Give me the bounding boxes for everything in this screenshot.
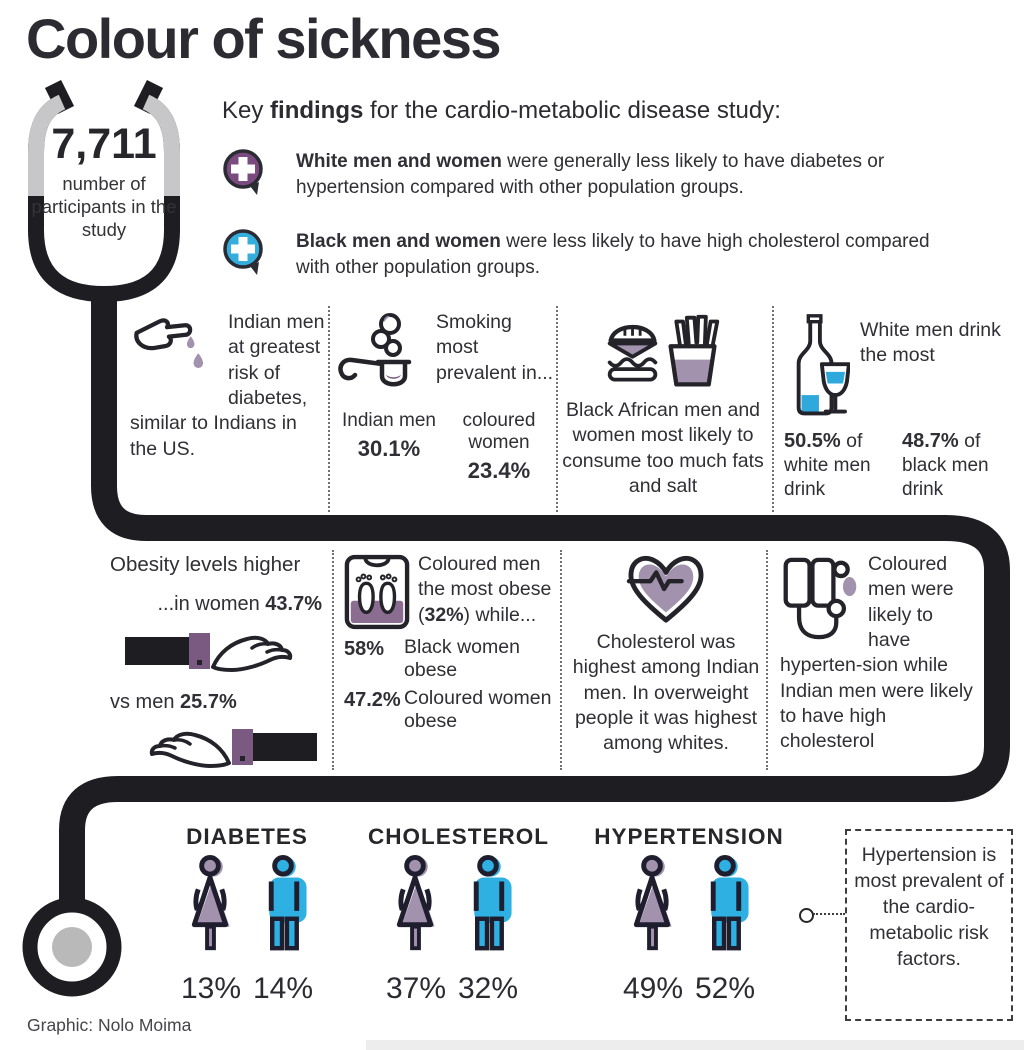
- fact-hypertension: [780, 552, 978, 755]
- male-pictogram: [256, 854, 310, 958]
- fact-smoking: [338, 310, 554, 485]
- group-diabetes-label: DIABETES: [186, 824, 308, 849]
- fact-diet-text: Black African men and women most likely to consume too much fats and salt: [562, 399, 764, 498]
- drinking-stat-label: black men drink: [902, 455, 989, 501]
- key-findings-heading: [222, 97, 781, 125]
- cholesterol-female: [386, 854, 446, 1006]
- obesity-stat-value: 47.2%: [344, 688, 401, 711]
- fact-drinking: [784, 312, 1020, 502]
- diabetes-male-pct: 14%: [253, 972, 314, 1005]
- smoking-stat-coloured-women: [448, 410, 550, 485]
- divider: [772, 306, 774, 512]
- obesity-group-stats: [344, 636, 554, 734]
- smoking-stats: [338, 410, 554, 485]
- cholesterol-female-pct: 37%: [385, 972, 446, 1005]
- burger-fries-icon: [595, 312, 731, 392]
- finger-prick-icon: [130, 312, 222, 386]
- drinking-stat-value: 48.7%: [902, 430, 959, 452]
- smoking-stat-label: Indian men: [341, 410, 436, 431]
- divider: [332, 550, 334, 770]
- drinking-stat-white-men: [784, 428, 890, 502]
- drinking-stat-suffix: of: [958, 430, 981, 452]
- obesity-stat-coloured-women: [344, 687, 554, 734]
- fact-smoking-title: Smoking most prevalent in...: [436, 311, 554, 384]
- pipe-smoke-icon: [338, 310, 430, 406]
- key-finding-black-bold: Black men and women: [296, 231, 501, 252]
- heart-pulse-icon: [622, 552, 710, 626]
- fact-diabetes-risk: [130, 310, 328, 462]
- hypertension-male: [695, 854, 755, 1006]
- obesity-men-prefix: vs men: [110, 690, 181, 713]
- female-pictogram: [184, 854, 238, 958]
- credit: Graphic: Nolo Moima: [27, 1015, 192, 1035]
- diabetes-female-pct: 13%: [180, 972, 241, 1005]
- key-finding-white: [296, 149, 944, 200]
- cholesterol-male-pct: 32%: [458, 972, 519, 1005]
- plus-bubble-icon-blue: [220, 226, 266, 278]
- hypertension-female: [623, 854, 683, 1006]
- drinking-stat-label: white men drink: [784, 455, 871, 501]
- obesity-women-line: [96, 591, 330, 617]
- connector-dot: [799, 908, 814, 923]
- participants-label: number of participants in the study: [31, 173, 177, 241]
- hypertension-note: Hypertension is most prevalent of the cardio-metabolic risk factors.: [845, 829, 1013, 1021]
- key-finding-white-bold: White men and women: [296, 151, 502, 172]
- divider: [328, 306, 330, 512]
- obesity-groups-post: ) while...: [463, 603, 537, 626]
- key-findings-heading-bold: findings: [270, 97, 364, 124]
- fact-hypertension-text: Coloured men were likely to have hyperten-sion while Indian men were likely to have high cholesterol: [780, 553, 973, 753]
- hypertension-male-pct: 52%: [695, 972, 756, 1005]
- obesity-men-value: 25.7%: [180, 690, 237, 713]
- bottom-strip: [366, 1040, 1024, 1050]
- wine-bottle-glass-icon: [784, 312, 850, 426]
- participants-count: 7,711: [51, 120, 157, 168]
- obesity-stat-value: 58%: [344, 638, 385, 661]
- connector-line: [813, 913, 845, 915]
- fact-diet: [560, 312, 766, 499]
- obesity-groups-pre: Coloured men the most obese (: [418, 553, 552, 626]
- smoking-stat-indian-men: [338, 410, 440, 485]
- hypertension-female-pct: 49%: [622, 972, 683, 1005]
- bathroom-scale-icon: [344, 554, 410, 630]
- fact-diabetes-risk-text: Indian men at greatest risk of diabetes, similar to Indians in the US.: [130, 311, 325, 460]
- cholesterol-male: [458, 854, 518, 1006]
- obesity-groups-value: 32%: [424, 603, 464, 626]
- page-title: Colour of sickness: [26, 7, 501, 70]
- fact-obesity: [96, 552, 330, 775]
- female-pictogram: [389, 854, 443, 958]
- blood-pressure-icon: [780, 554, 862, 642]
- divider: [766, 550, 768, 770]
- key-finding-white-rest: were generally less likely to have diabetes or hypertension compared with other population groups.: [296, 151, 885, 198]
- drinking-stat-suffix: of: [840, 430, 863, 452]
- drinking-stat-value: 50.5%: [784, 430, 841, 452]
- divider: [560, 550, 562, 770]
- diabetes-female: [181, 854, 241, 1006]
- male-pictogram: [461, 854, 515, 958]
- fact-cholesterol-text: Cholesterol was highest among Indian men. In overweight people it was highest among whites.: [572, 631, 760, 755]
- fact-cholesterol: [566, 552, 766, 757]
- group-cholesterol-label: CHOLESTEROL: [368, 824, 550, 849]
- obesity-men-line: [96, 689, 330, 715]
- drinking-stats: [784, 428, 1020, 502]
- fact-obesity-groups: [344, 552, 554, 734]
- key-finding-black-rest: were less likely to have high cholesterol compared with other population groups.: [296, 231, 930, 278]
- giving-hand-icon-mirrored: [140, 721, 324, 775]
- key-finding-black: [296, 229, 944, 280]
- group-hypertension-label: HYPERTENSION: [594, 824, 784, 849]
- smoking-stat-value: 30.1%: [357, 435, 421, 461]
- male-pictogram: [698, 854, 752, 958]
- obesity-women-prefix: ...in women: [157, 592, 266, 615]
- smoking-stat-value: 23.4%: [467, 457, 531, 483]
- drinking-stat-black-men: [902, 428, 1008, 502]
- obesity-stat-label: Black women obese: [404, 636, 520, 682]
- key-findings-heading-post: for the cardio-metabolic disease study:: [363, 97, 781, 124]
- fact-drinking-title: White men drink the most: [860, 319, 1001, 367]
- obesity-women-value: 43.7%: [265, 592, 322, 615]
- fact-obesity-title: Obesity levels higher: [110, 553, 301, 576]
- obesity-stat-black-women: [344, 636, 554, 683]
- group-diabetes: [163, 824, 331, 1006]
- key-findings-heading-pre: Key: [222, 97, 271, 124]
- giving-hand-icon: [118, 625, 302, 679]
- group-hypertension: [590, 824, 788, 1006]
- diabetes-male: [253, 854, 313, 1006]
- plus-bubble-icon-purple: [220, 146, 266, 198]
- divider: [556, 306, 558, 512]
- smoking-stat-label: coloured women: [462, 410, 536, 453]
- group-cholesterol: [368, 824, 550, 1006]
- female-pictogram: [626, 854, 680, 958]
- obesity-stat-label: Coloured women obese: [404, 686, 552, 733]
